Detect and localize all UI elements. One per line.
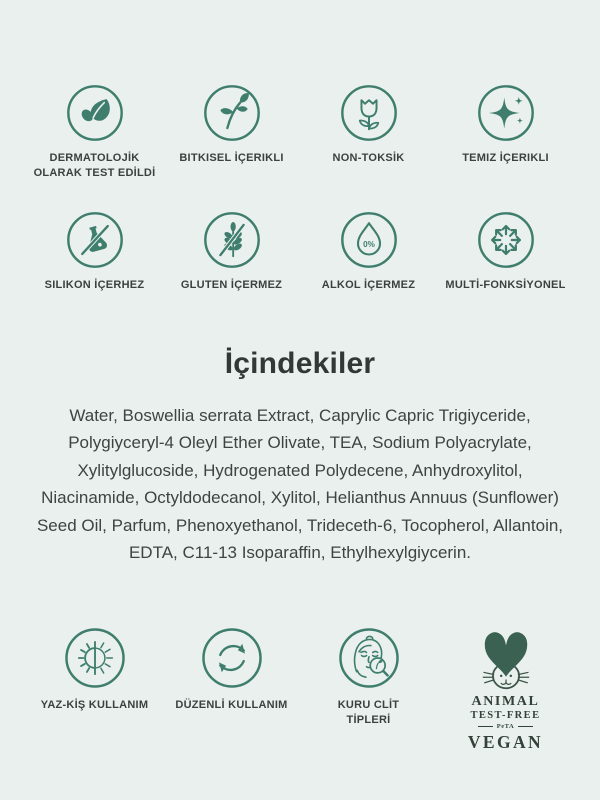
face-magnifier-icon bbox=[338, 627, 400, 689]
feature-alcohol-free bbox=[302, 211, 436, 293]
no-flask-icon bbox=[66, 211, 124, 269]
ingredients-line: Niacinamide, Octyldodecanol, Xylitol, Helianthus Annuus (Sunflower) bbox=[41, 488, 559, 508]
usage-row bbox=[26, 627, 574, 752]
features-row-2 bbox=[26, 211, 574, 293]
ingredients-line: Polygiyceryl-4 Oleyl Ether Olivate, TEA, Sodium Polyacrylate, bbox=[68, 433, 532, 453]
peta-text-block bbox=[468, 694, 543, 752]
usage-regular-use bbox=[165, 627, 299, 752]
peta-vegan-text: VEGAN bbox=[467, 731, 544, 752]
feature-label: MULTİ-FONKSİYONEL bbox=[445, 279, 566, 292]
ingredients-title: İçindekiler bbox=[224, 346, 376, 380]
feature-label: ALKOL İÇERMEZ bbox=[321, 279, 416, 292]
arrows-out-icon bbox=[477, 211, 535, 269]
feature-silicone-free bbox=[28, 211, 162, 293]
bunny-heart-icon bbox=[463, 625, 549, 691]
peta-animal-text: ANIMAL bbox=[471, 693, 540, 709]
feature-non-toxic bbox=[302, 84, 436, 181]
feature-label: DERMATOLOJİK OLARAK TEST EDİLDİ bbox=[33, 152, 156, 180]
peta-dash-left bbox=[478, 726, 493, 727]
usage-label: YAZ-KİŞ KULLANIM bbox=[40, 698, 149, 711]
feature-label: SILIKON İÇERHEZ bbox=[44, 279, 145, 292]
leaves-icon bbox=[66, 84, 124, 142]
feature-label: GLUTEN İÇERMEZ bbox=[180, 279, 283, 292]
features-row-1 bbox=[26, 84, 574, 181]
usage-dry-skin-types bbox=[302, 627, 436, 752]
feature-multi-functional bbox=[439, 211, 573, 293]
peta-bunny-mark bbox=[463, 625, 549, 752]
feature-label: TEMIZ İÇERIKLI bbox=[462, 152, 549, 164]
ingredients-line: Seed Oil, Parfum, Phenoxyethanol, Trideceth-6, Tocopherol, Allantoin, bbox=[36, 515, 564, 535]
sparkle-icon bbox=[477, 84, 535, 142]
peta-peta-text: PeTA bbox=[496, 722, 515, 730]
peta-testfree-text: TEST-FREE bbox=[470, 709, 541, 721]
sun-winter-icon bbox=[64, 627, 126, 689]
usage-label: KURU CLİT TİPLERİ bbox=[337, 698, 400, 726]
feature-botanical-content bbox=[165, 84, 299, 181]
zero-percent-drop-icon bbox=[340, 211, 398, 269]
feature-label: NON-TOKSİK bbox=[332, 152, 405, 164]
zero-percent-text: 0% bbox=[362, 240, 375, 250]
no-wheat-icon bbox=[203, 211, 261, 269]
feature-dermatologically-tested bbox=[28, 84, 162, 181]
ingredients-text bbox=[0, 402, 600, 567]
usage-label: DÜZENLİ KULLANIM bbox=[175, 698, 288, 711]
feature-label: BITKISEL İÇERIKLI bbox=[179, 152, 284, 164]
peta-dash-right bbox=[518, 726, 533, 727]
refresh-icon bbox=[201, 627, 263, 689]
ingredients-line: Xylitylglucoside, Hydrogenated Polydecene, Anhydroxylitol, bbox=[77, 460, 523, 480]
plant-sprig-icon bbox=[203, 84, 261, 142]
feature-gluten-free bbox=[165, 211, 299, 293]
peta-mid-row bbox=[468, 723, 543, 731]
tulip-icon bbox=[340, 84, 398, 142]
ingredients-line: Water, Boswellia serrata Extract, Caprylic Capric Trigiyceride, bbox=[69, 405, 531, 425]
usage-summer-winter bbox=[28, 627, 162, 752]
ingredients-line: EDTA, C11-13 Isoparaffin, Ethylhexylgiycerin. bbox=[128, 543, 472, 563]
peta-vegan-logo bbox=[439, 627, 573, 752]
feature-clean-content bbox=[439, 84, 573, 181]
